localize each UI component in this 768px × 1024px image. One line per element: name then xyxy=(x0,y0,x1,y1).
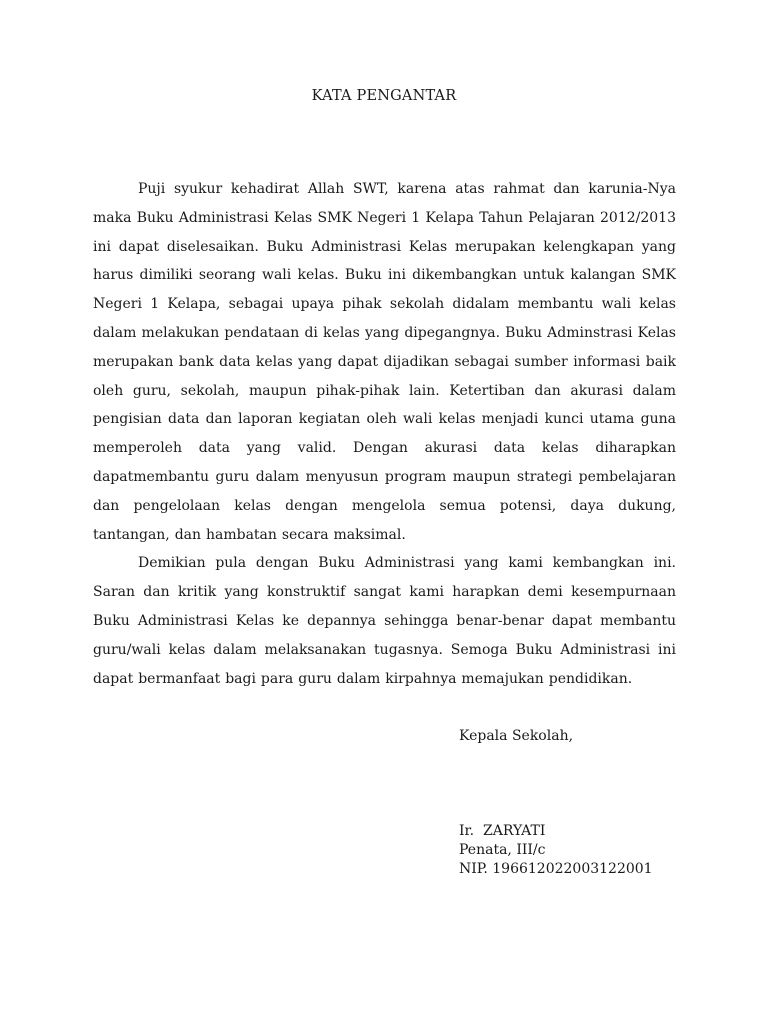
signature-name: Ir. ZARYATI xyxy=(459,823,546,839)
paragraph-closing: Demikian pula dengan Buku Administrasi yang kami kembangkan ini. Saran dan kritik yang konstruktif sangat kami harapkan demi kesempurnaan Buku Administrasi Kelas ke depannya sehingga benar-benar dapat membantu guru/wali kelas dalam melaksanakan tugasnya. Semoga Buku Administrasi ini dapat bermanfaat bagi para guru dalam kirpahnya memajukan pendidikan. xyxy=(93,555,676,687)
paragraph-intro: Puji syukur kehadirat Allah SWT, karena atas rahmat dan karunia-Nya maka Buku Administrasi Kelas SMK Negeri 1 Kelapa Tahun Pelajaran 2012/2013 ini dapat diselesaikan. Buku Administrasi Kelas merupakan kelengkapan yang harus dimiliki seorang wali kelas. Buku ini dikembangkan untuk kalangan SMK Negeri 1 Kelapa, sebagai upaya pihak sekolah didalam membantu wali kelas dalam melakukan pendataan di kelas yang dipegangnya. Buku Adminstrasi Kelas merupakan bank data kelas yang dapat dijadikan sebagai sumber informasi baik oleh guru, sekolah, maupun pihak-pihak lain. Ketertiban dan akurasi dalam pengisian data dan laporan kegiatan oleh wali kelas menjadi kunci utama guna memperoleh data yang valid. Dengan akurasi data kelas diharapkan dapatmembantu guru dalam menyusun program maupun strategi pembelajaran dan pengelolaan kelas dengan mengelola semua potensi, daya dukung, tantangan, dan hambatan secara maksimal. xyxy=(93,181,676,543)
signature-block xyxy=(459,727,719,879)
document-body xyxy=(93,175,676,693)
signature-nip: NIP. 196612022003122001 xyxy=(459,861,653,877)
page-title: KATA PENGANTAR xyxy=(311,88,457,104)
signature-role: Kepala Sekolah, xyxy=(459,728,574,744)
signature-rank: Penata, III/c xyxy=(459,842,546,858)
